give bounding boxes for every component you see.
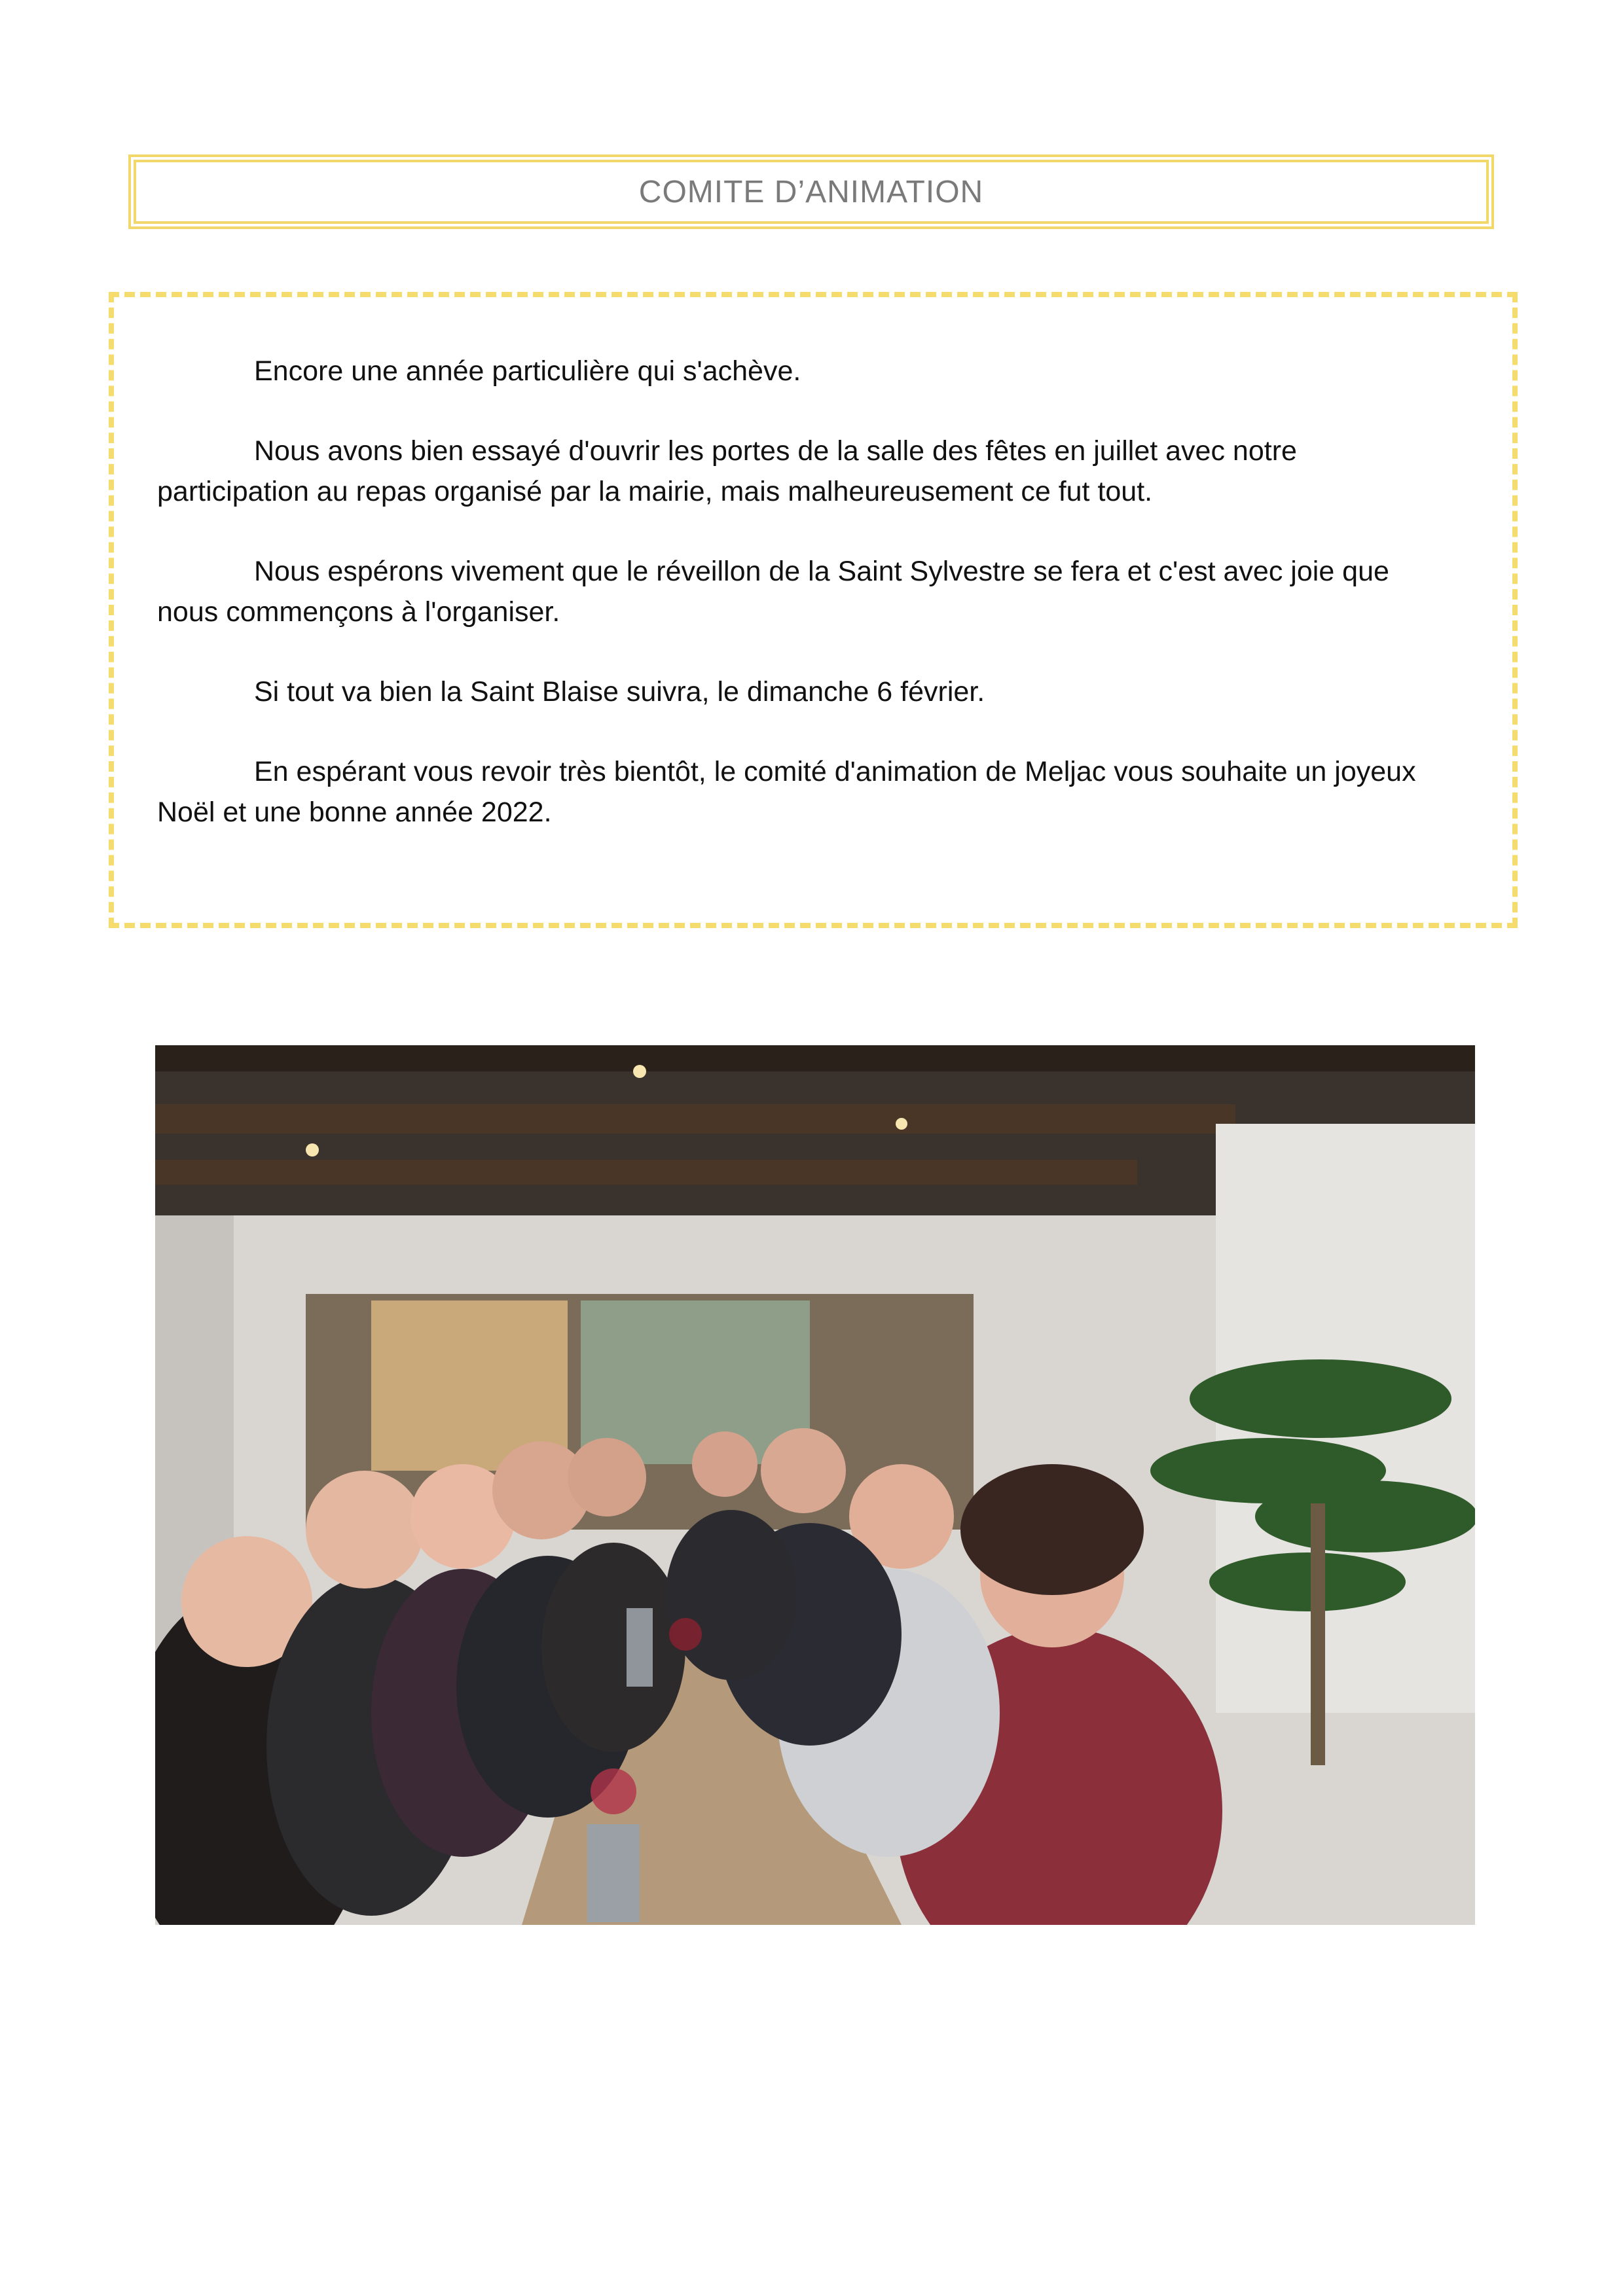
paragraph: Encore une année particulière qui s'achève. xyxy=(254,355,801,387)
page-title: COMITE D’ANIMATION xyxy=(638,174,984,209)
paragraph: Si tout va bien la Saint Blaise suivra, le dimanche 6 février. xyxy=(254,676,985,708)
paragraph: En espérant vous revoir très bientôt, le comité d'animation de Meljac vous souhaite un joyeux Noël et une bonne année 2022. xyxy=(157,756,1416,828)
group-dinner-photo xyxy=(155,1045,1475,1925)
message-box xyxy=(109,292,1518,928)
paragraph: Nous avons bien essayé d'ouvrir les portes de la salle des fêtes en juillet avec notre participation au repas organisé par la mairie, mais malheureusement ce fut tout. xyxy=(157,435,1297,507)
paragraph: Nous espérons vivement que le réveillon de la Saint Sylvestre se fera et c'est avec joie que nous commençons à l'organiser. xyxy=(157,556,1389,628)
title-frame xyxy=(128,154,1494,229)
photo-illustration xyxy=(155,1045,1475,1925)
